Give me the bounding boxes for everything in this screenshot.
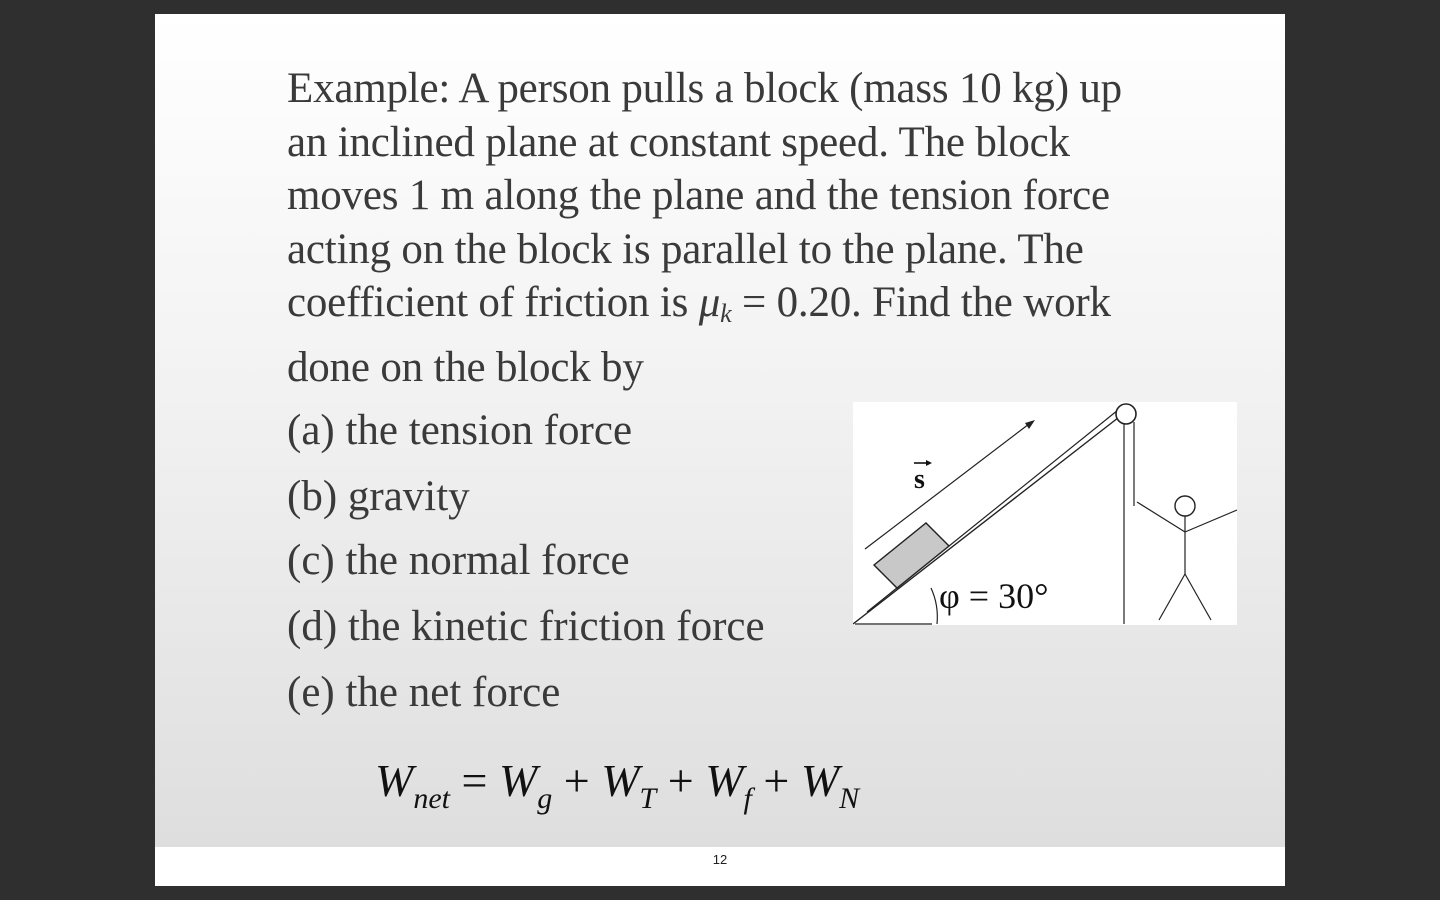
mu-subscript: k: [720, 299, 732, 328]
vector-bar-head: [926, 460, 932, 466]
eq-w-net: W: [375, 755, 414, 806]
displacement-arrow: [865, 424, 1029, 549]
slide: [155, 14, 1285, 847]
incline-diagram: [853, 402, 1237, 625]
eq-sub-n: N: [839, 782, 860, 815]
person-head: [1175, 496, 1195, 516]
pulley: [1116, 404, 1136, 424]
eq-sub-t: T: [639, 782, 657, 815]
document-page: [155, 14, 1285, 886]
eq-equals: =: [449, 755, 499, 806]
person-right-leg: [1185, 574, 1211, 620]
eq-sub-g: g: [537, 782, 553, 815]
part-e: (e) the net force: [287, 669, 561, 716]
eq-w-f: W: [705, 755, 744, 806]
displacement-label: s: [914, 464, 925, 495]
eq-w-t: W: [601, 755, 640, 806]
displacement-arrowhead: [1025, 420, 1035, 429]
problem-line-5-text: coefficient of friction is: [287, 279, 699, 326]
part-c: (c) the normal force: [287, 537, 630, 584]
angle-label: φ = 30°: [939, 576, 1049, 616]
problem-line-2: an inclined plane at constant speed. The block: [287, 118, 1070, 166]
net-work-equation: [375, 754, 859, 816]
part-d: (d) the kinetic friction force: [287, 603, 765, 650]
eq-sub-f: f: [743, 782, 752, 815]
problem-line-3: moves 1 m along the plane and the tension force: [287, 172, 1110, 219]
eq-plus-3: +: [751, 755, 801, 806]
eq-w-n: W: [800, 755, 840, 806]
eq-sub-net: net: [413, 782, 450, 815]
part-b: (b) gravity: [287, 473, 470, 520]
problem-line-6: done on the block by: [287, 343, 644, 391]
eq-plus-2: +: [656, 755, 706, 806]
incline-figure: [853, 402, 1237, 625]
problem-statement: [287, 62, 1167, 394]
page-number: 12: [712, 852, 728, 867]
eq-plus-1: +: [552, 755, 602, 806]
mu-value: = 0.20. Find the work: [731, 279, 1111, 326]
problem-line-4: acting on the block is parallel to the plane. The: [287, 225, 1084, 273]
problem-line-1: Example: A person pulls a block (mass 10 kg) up: [287, 65, 1122, 112]
eq-w-g: W: [498, 755, 538, 806]
angle-arc: [931, 588, 937, 624]
mu-symbol: $\mu_k$: [698, 279, 732, 328]
problem-line-5: [287, 276, 1167, 341]
person-left-leg: [1159, 574, 1185, 620]
part-a: (a) the tension force: [287, 407, 633, 454]
